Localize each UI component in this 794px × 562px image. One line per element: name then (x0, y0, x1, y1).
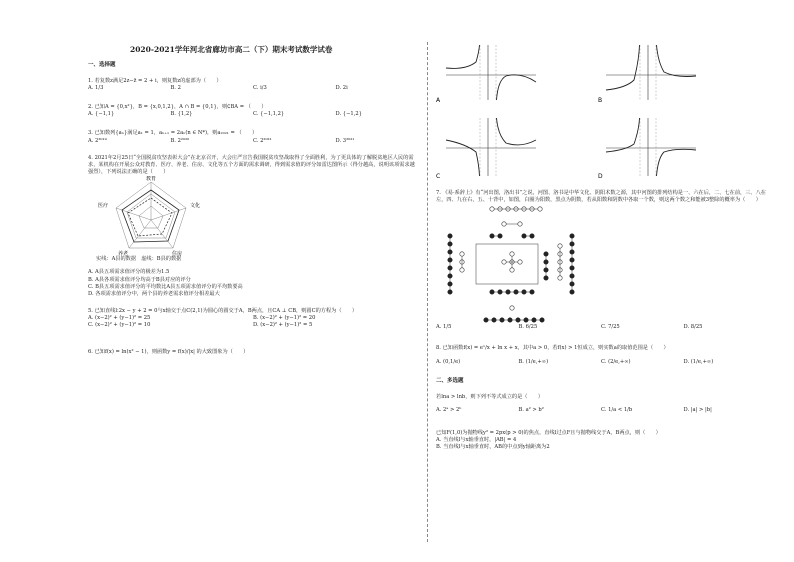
section-heading-multi: 二、多选题 (436, 377, 464, 384)
option-c[interactable]: C. 1/a < 1/b (601, 406, 633, 413)
graph-d (598, 118, 696, 180)
option-a[interactable]: A. 1/3 (88, 85, 104, 92)
option-b[interactable]: B. 2²⁰²⁰ (170, 137, 190, 144)
option-c[interactable]: C. i/3 (253, 85, 267, 92)
option-d[interactable]: D. |a| > |b| (683, 406, 712, 413)
left-column (88, 60, 418, 357)
option-b[interactable]: B. 6/25 (518, 324, 538, 331)
graph-label-c: C (436, 173, 441, 180)
option-b[interactable]: B. 当直线l与x轴垂直时，AB的中点到y轴距离为2 (436, 444, 550, 451)
option-a[interactable]: A. {−1,1} (88, 111, 115, 118)
option-d[interactable]: D. (x−2)² + (y−1)² = 5 (253, 322, 313, 329)
section-heading-single: 一、选择题 (88, 62, 116, 68)
question-8 (436, 345, 766, 365)
question-stem: 8. 已知函数f(x) = eˣ/x + ln x + x，其中a > 0，若f(x) > 1恒成立，则实数a的取值范围是（ ） (436, 345, 669, 352)
options-row (88, 85, 418, 92)
county-b-series (128, 198, 172, 236)
option-a[interactable]: A. 1/5 (436, 324, 452, 331)
option-a[interactable]: A. (x−2)² + (y−1)² = 25 (88, 315, 151, 322)
option-c[interactable]: C. (x−2)² + (y−1)² = 10 (88, 322, 151, 329)
option-c[interactable]: C. {−1,1,2} (253, 111, 285, 118)
options-grid (88, 315, 418, 329)
graph-label-b: B (598, 97, 603, 104)
option-a[interactable]: A. 当直线l与x轴垂直时，|AB| = 4 (436, 437, 517, 444)
option-a[interactable]: A. (0,1/e) (436, 358, 461, 365)
option-c[interactable]: C. B县五项需求值评分的平均数比A县五项需求值评分的平均数要高 (88, 283, 243, 290)
option-d[interactable]: D. {−1,2} (335, 111, 362, 118)
options-row (88, 111, 418, 118)
option-d[interactable]: D. (1/e,+∞) (683, 358, 714, 365)
option-b[interactable]: B. (1/e,+∞) (518, 358, 549, 365)
question-9 (436, 394, 766, 414)
graph-label-d: D (598, 173, 603, 180)
question-6 (88, 349, 418, 356)
option-c[interactable]: C. 7/25 (601, 324, 620, 331)
option-d[interactable]: D. 8/25 (683, 324, 703, 331)
question-stem: 若lna > lnb，则下列不等式成立的是（ ） (436, 393, 544, 400)
option-a[interactable]: A. 2ᵃ > 2ᵇ (436, 406, 462, 413)
graph-c (436, 118, 536, 180)
question-stem: 3. 已知数列{aₙ}满足a₁ = 1，aₙ₊₁ = 2aₙ(n ∈ N*)，则a₂₀₂₁ = （ ） (88, 130, 258, 137)
radar-label-culture: 文化 (190, 203, 201, 210)
question-stem: 2. 已知A = {0,x²}，B = {x,0,1,2}，A ∩ B = {0,1}，则∁BA = （ ） (88, 104, 267, 111)
question-3 (88, 130, 418, 144)
question-stem: 6. 已知f(x) = ln(x² − 1)，则函数y = f(x)/|x| 的大致图象为（ ） (88, 349, 249, 356)
option-c[interactable]: C. 2²⁰²¹ (253, 137, 272, 144)
question-stem: 5. 已知直线l:2x − y + 2 = 0与x轴交于点C(2,1)为圆心的圆交于A，B两点，且CA ⊥ CB，则圆C的方程为（ ） (88, 308, 358, 315)
question-2 (88, 104, 418, 118)
option-b[interactable]: B. (x−2)² + (y−1)² = 20 (253, 315, 316, 322)
question-stem: 7. 《易·系辞上》有“河出图，洛出书”之说，河图、洛书是中华文化、阴阳术数之源，其中河图的排列结构是一、六在后，二、七在前，三、八在左，四、九在右，五、十背中，如图，白圈为阳数，黑点为阴数，若从阳数和阴数中各取一个数，则这两个数之和能被3整除的概率为（ ） (436, 190, 766, 204)
radar-label-elderly: 养老 (118, 251, 129, 257)
options-row (436, 407, 766, 414)
column-divider (427, 42, 428, 542)
option-b[interactable]: B. A县各项需求值评分均高于B县对应的评分 (88, 276, 191, 283)
question-stem: 1. 若复数z满足2z−z̄ = 2 + i，则复数z的虚部为（ ） (88, 78, 222, 84)
function-graphs (436, 40, 766, 180)
question-10 (436, 430, 766, 452)
radar-label-housing: 住房 (172, 251, 183, 257)
option-a[interactable]: A. A县五项需求值评分的极差为1.5 (88, 269, 170, 276)
options-row (436, 324, 766, 331)
graph-a (436, 45, 536, 104)
option-b[interactable]: B. a² > b² (518, 406, 544, 413)
radar-label-medical: 医疗 (98, 203, 109, 210)
option-d[interactable]: D. 各项需求值评分中，两个县的养老需求值评分相差最大 (88, 291, 220, 298)
right-column (436, 40, 766, 451)
question-1 (88, 78, 418, 92)
options-list (88, 269, 418, 298)
question-stem: 已知F(1,0)为抛物线y² = 2px(p > 0)的焦点，直线l过点F且与抛物线交于A，B两点，则（ ） (436, 429, 661, 436)
radar-chart (96, 176, 206, 256)
page-title: 2020-2021学年河北省廊坊市高二（下）期末考试数学试卷 (130, 45, 333, 54)
option-a[interactable]: A. 2²⁰¹⁹ (88, 137, 107, 144)
options-row (88, 138, 418, 145)
option-b[interactable]: B. 2 (170, 85, 181, 92)
graph-label-a: A (436, 97, 441, 104)
question-4 (88, 155, 418, 299)
options-row (436, 359, 766, 366)
graph-b (598, 45, 696, 104)
radar-label-education: 教育 (145, 176, 157, 183)
option-b[interactable]: B. {1,2} (170, 111, 193, 118)
hetu-diagram (442, 204, 582, 324)
question-stem: 4. 2021年2月25日“全国脱贫攻坚表彰大会”在北京召开，大会庄严宣告我国脱贫攻坚战取得了全面胜利，为了更具体的了解脱贫地区人民的需求，某机构在开展公众对教育、医疗、养老、住房、文化等五个方面的需求调研，得到需求值的评分如雷达图所示（得分越高，说明该项需求越强烈），下列说法正确的是（ ） (88, 154, 415, 176)
radar-legend: 实线：A县的数据 虚线：B县的数据 (96, 256, 182, 263)
option-d[interactable]: D. 3²⁰²¹ (335, 137, 355, 144)
option-d[interactable]: D. 2i (335, 85, 348, 92)
question-5 (88, 308, 418, 329)
question-7 (436, 190, 766, 331)
option-c[interactable]: C. (2/e,+∞) (601, 358, 631, 365)
